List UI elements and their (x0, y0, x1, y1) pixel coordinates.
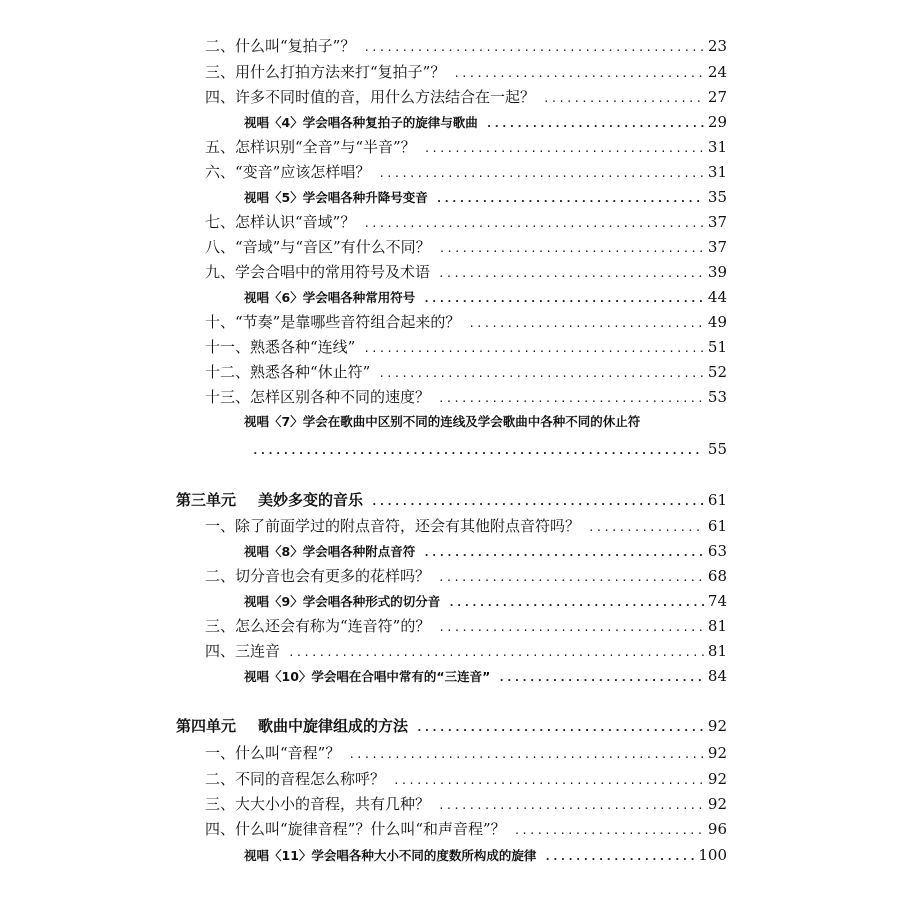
toc-page-number: 31 (707, 138, 727, 156)
toc-entry (205, 259, 727, 285)
toc-entry-title: 八、“音域”与“音区”有什么不同？ (205, 238, 431, 256)
toc-entry-title: 四、什么叫“旋律音程”？什么叫“和声音程”？ (205, 820, 506, 838)
dot-leader (514, 818, 704, 844)
toc-entry (205, 513, 727, 539)
toc-entry (205, 33, 727, 59)
unit-title: 美妙多变的音乐 (258, 491, 364, 509)
toc-entry (205, 84, 727, 110)
unit-label: 第三单元 (176, 491, 237, 509)
dot-leader (252, 438, 704, 464)
toc-entry-title: 一、除了前面学过的附点音符，还会有其他附点音符吗？ (205, 517, 581, 535)
toc-page-number: 61 (707, 491, 727, 509)
toc-subentry-title: 视唱〈6〉学会唱各种常用符号 (244, 290, 416, 305)
toc-subentry-title: 视唱〈7〉学会在歌曲中区别不同的连线及学会歌曲中各种不同的休止符 (244, 414, 641, 429)
toc-page-number: 49 (707, 313, 727, 331)
toc-page-number: 27 (707, 88, 727, 106)
toc-page-number: 37 (707, 238, 727, 256)
toc-page-number: 81 (707, 642, 727, 660)
toc-subentry-title: 视唱〈5〉学会唱各种升降号变音 (244, 190, 428, 205)
toc-subentry (244, 842, 727, 868)
toc-subentry (244, 109, 727, 135)
toc-page-number: 51 (707, 338, 727, 356)
toc-entry (205, 159, 727, 185)
toc-entry-title: 十一、熟悉各种“连线” (205, 338, 356, 356)
unit-label: 第四单元 (176, 717, 237, 735)
toc-page-number: 37 (707, 213, 727, 231)
toc-entry (205, 613, 727, 639)
toc-subentry (244, 588, 727, 614)
toc-page-number: 23 (707, 37, 727, 55)
toc-entry (205, 59, 727, 85)
toc-page-number: 63 (707, 542, 727, 560)
toc-page-number: 92 (707, 717, 727, 735)
toc-page-number: 74 (707, 592, 727, 610)
toc-entry-title: 五、怎样识别“全音”与“半音”？ (205, 138, 416, 156)
toc-entry-title: 七、怎样认识“音域”？ (205, 213, 356, 231)
dot-leader (371, 489, 704, 515)
toc-entry-title: 二、什么叫“复拍子”？ (205, 37, 356, 55)
toc-subentry (244, 284, 727, 310)
toc-subentry-title: 视唱〈10〉学会唱在合唱中常有的“三连音” (244, 669, 491, 684)
toc-entry-title: 四、三连音 (205, 642, 281, 660)
toc-entry-title: 三、怎么还会有称为“连音符”的？ (205, 617, 431, 635)
toc-entry (205, 209, 727, 235)
toc-entry-title: 六、“变音”应该怎样唱？ (205, 163, 371, 181)
toc-page-number: 96 (707, 820, 727, 838)
toc-page-number: 68 (707, 567, 727, 585)
toc-page-number: 92 (707, 744, 727, 762)
toc-page-number: 92 (707, 795, 727, 813)
toc-page-number: 39 (707, 263, 727, 281)
dot-leader (348, 742, 704, 768)
toc-entry (205, 563, 727, 589)
dot-leader (363, 35, 704, 61)
dot-leader (416, 715, 704, 741)
toc-entry (205, 791, 727, 817)
toc-subentry (244, 409, 727, 435)
toc-page-number: 84 (707, 667, 727, 685)
toc-subentry-continuation (252, 436, 727, 462)
toc-page-number: 31 (707, 163, 727, 181)
toc-entry-title: 三、用什么打拍方法来打“复拍子”？ (205, 63, 446, 81)
toc-page-number: 44 (707, 288, 727, 306)
toc-subentry (244, 538, 727, 564)
toc-subentry-title: 视唱〈4〉学会唱各种复拍子的旋律与歌曲 (244, 115, 478, 130)
toc-entry-title: 十三、怎样区别各种不同的速度？ (205, 388, 431, 406)
unit-title: 歌曲中旋律组成的方法 (258, 717, 409, 735)
toc-entry (205, 766, 727, 792)
toc-entry (205, 359, 727, 385)
toc-entry-title: 二、不同的音程怎么称呼？ (205, 770, 386, 788)
toc-entry-title: 四、许多不同时值的音，用什么方法结合在一起？ (205, 88, 536, 106)
toc-entry (205, 638, 727, 664)
toc-entry (205, 816, 727, 842)
toc-page-number: 55 (707, 440, 727, 458)
toc-entry-title: 九、学会合唱中的常用符号及术语 (205, 263, 431, 281)
toc-page-number: 53 (707, 388, 727, 406)
toc-entry-title: 十、“节奏”是靠哪些音符组合起来的？ (205, 313, 461, 331)
toc-subentry (244, 663, 727, 689)
toc-entry (205, 384, 727, 410)
toc-entry-title: 一、什么叫“音程”？ (205, 744, 341, 762)
toc-entry-title: 三、大大小小的音程，共有几种？ (205, 795, 431, 813)
toc-page-number: 29 (707, 113, 727, 131)
toc-entry (205, 134, 727, 160)
toc-page-number: 100 (698, 846, 727, 864)
toc-page-number: 52 (707, 363, 727, 381)
toc-entry-title: 二、切分音也会有更多的花样吗？ (205, 567, 431, 585)
toc-unit-heading (176, 487, 727, 513)
toc-subentry-title: 视唱〈9〉学会唱各种形式的切分音 (244, 594, 441, 609)
toc-subentry-title: 视唱〈8〉学会唱各种附点音符 (244, 544, 416, 559)
toc-page-number: 61 (707, 517, 727, 535)
toc-entry (205, 309, 727, 335)
dot-leader (544, 844, 694, 870)
toc-entry (205, 334, 727, 360)
toc-subentry (244, 184, 727, 210)
toc-entry (205, 234, 727, 260)
toc-unit-heading (176, 713, 727, 739)
toc-page-number: 81 (707, 617, 727, 635)
toc-entry-title: 十二、熟悉各种“休止符” (205, 363, 371, 381)
toc-page-number: 24 (707, 63, 727, 81)
toc-page-number: 35 (707, 188, 727, 206)
toc-page-number: 92 (707, 770, 727, 788)
toc-subentry-title: 视唱〈11〉学会唱各种大小不同的度数所构成的旋律 (244, 848, 537, 863)
dot-leader (498, 665, 704, 691)
toc-entry (205, 740, 727, 766)
